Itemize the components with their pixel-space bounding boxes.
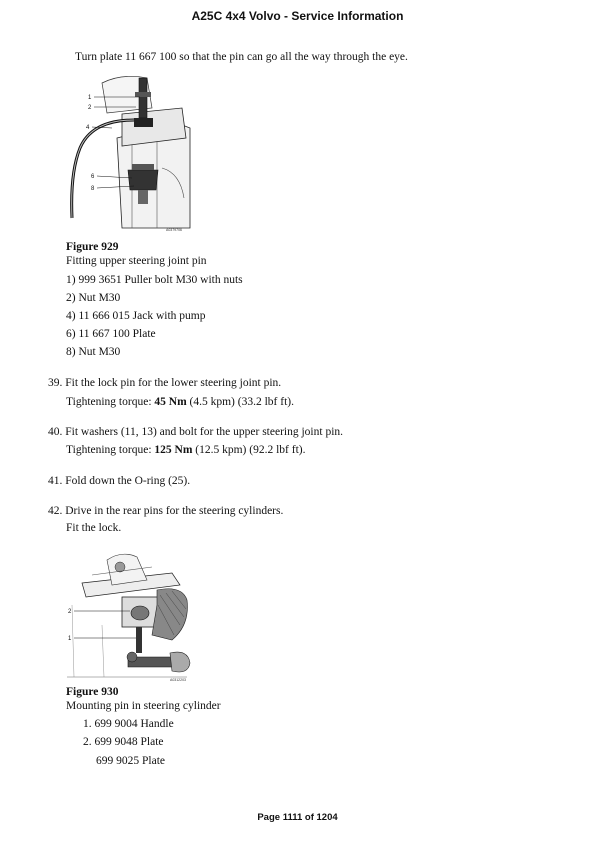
step-42-sub: Fit the lock. [66,522,122,534]
fig929-callout-4: 4 [86,125,90,131]
fig929-callout-6: 6 [91,174,95,180]
page-header: A25C 4x4 Volvo - Service Information [191,9,404,23]
step-number: 42. [48,505,63,517]
fig929-code: A0379706 [166,228,182,232]
fig930-item: 2. 699 9048 Plate [83,736,164,748]
fig930-item: 1. 699 9004 Handle [83,718,174,730]
torque-label: Tightening torque: [66,396,155,408]
fig929-item: 1) 999 3651 Puller bolt M30 with nuts [66,274,243,286]
fig929-item: 6) 11 667 100 Plate [66,328,156,340]
fig930-item: 699 9025 Plate [96,755,165,767]
step-39 [48,377,281,389]
fig930-callout-1: 1 [68,636,72,642]
step-number: 41. [48,475,63,487]
fig929-callout-1: 1 [88,95,92,101]
step-text: Fold down the O-ring (25). [65,475,191,487]
figure-929-title: Figure 929 [66,241,119,253]
step-text: Fit the lock pin for the lower steering joint pin. [65,377,282,389]
fig929-item: 4) 11 666 015 Jack with pump [66,310,206,322]
intro-text: Turn plate 11 667 100 so that the pin can go all the way through the eye. [75,51,408,63]
fig929-callout-2: 2 [88,105,92,111]
figure-930-image [62,545,192,683]
step-text: Fit washers (11, 13) and bolt for the upper steering joint pin. [65,426,344,438]
page-footer: Page 1111 of 1204 [257,812,338,823]
step-number: 39. [48,377,63,389]
torque-conversion: (12.5 kpm) (92.2 lbf ft). [192,444,306,456]
fig929-item: 2) Nut M30 [66,292,121,304]
torque-value: 125 Nm [154,444,193,456]
torque-conversion: (4.5 kpm) (33.2 lbf ft). [186,396,294,408]
step-41 [48,475,190,487]
step-40 [48,426,343,438]
step-39-torque [66,396,294,408]
fig929-item: 8) Nut M30 [66,346,121,358]
step-42 [48,505,283,517]
figure-930-caption: Mounting pin in steering cylinder [66,700,221,712]
fig930-callout-2: 2 [68,609,72,615]
torque-label: Tightening torque: [66,444,155,456]
torque-value: 45 Nm [154,396,187,408]
step-number: 40. [48,426,63,438]
fig929-callout-8: 8 [91,186,95,192]
figure-930-title: Figure 930 [66,686,119,698]
figure-929-image [62,68,192,234]
figure-929-caption: Fitting upper steering joint pin [66,255,207,267]
step-40-torque [66,444,305,456]
fig930-code: A0312203 [170,678,186,682]
step-text: Drive in the rear pins for the steering cylinders. [65,505,284,517]
